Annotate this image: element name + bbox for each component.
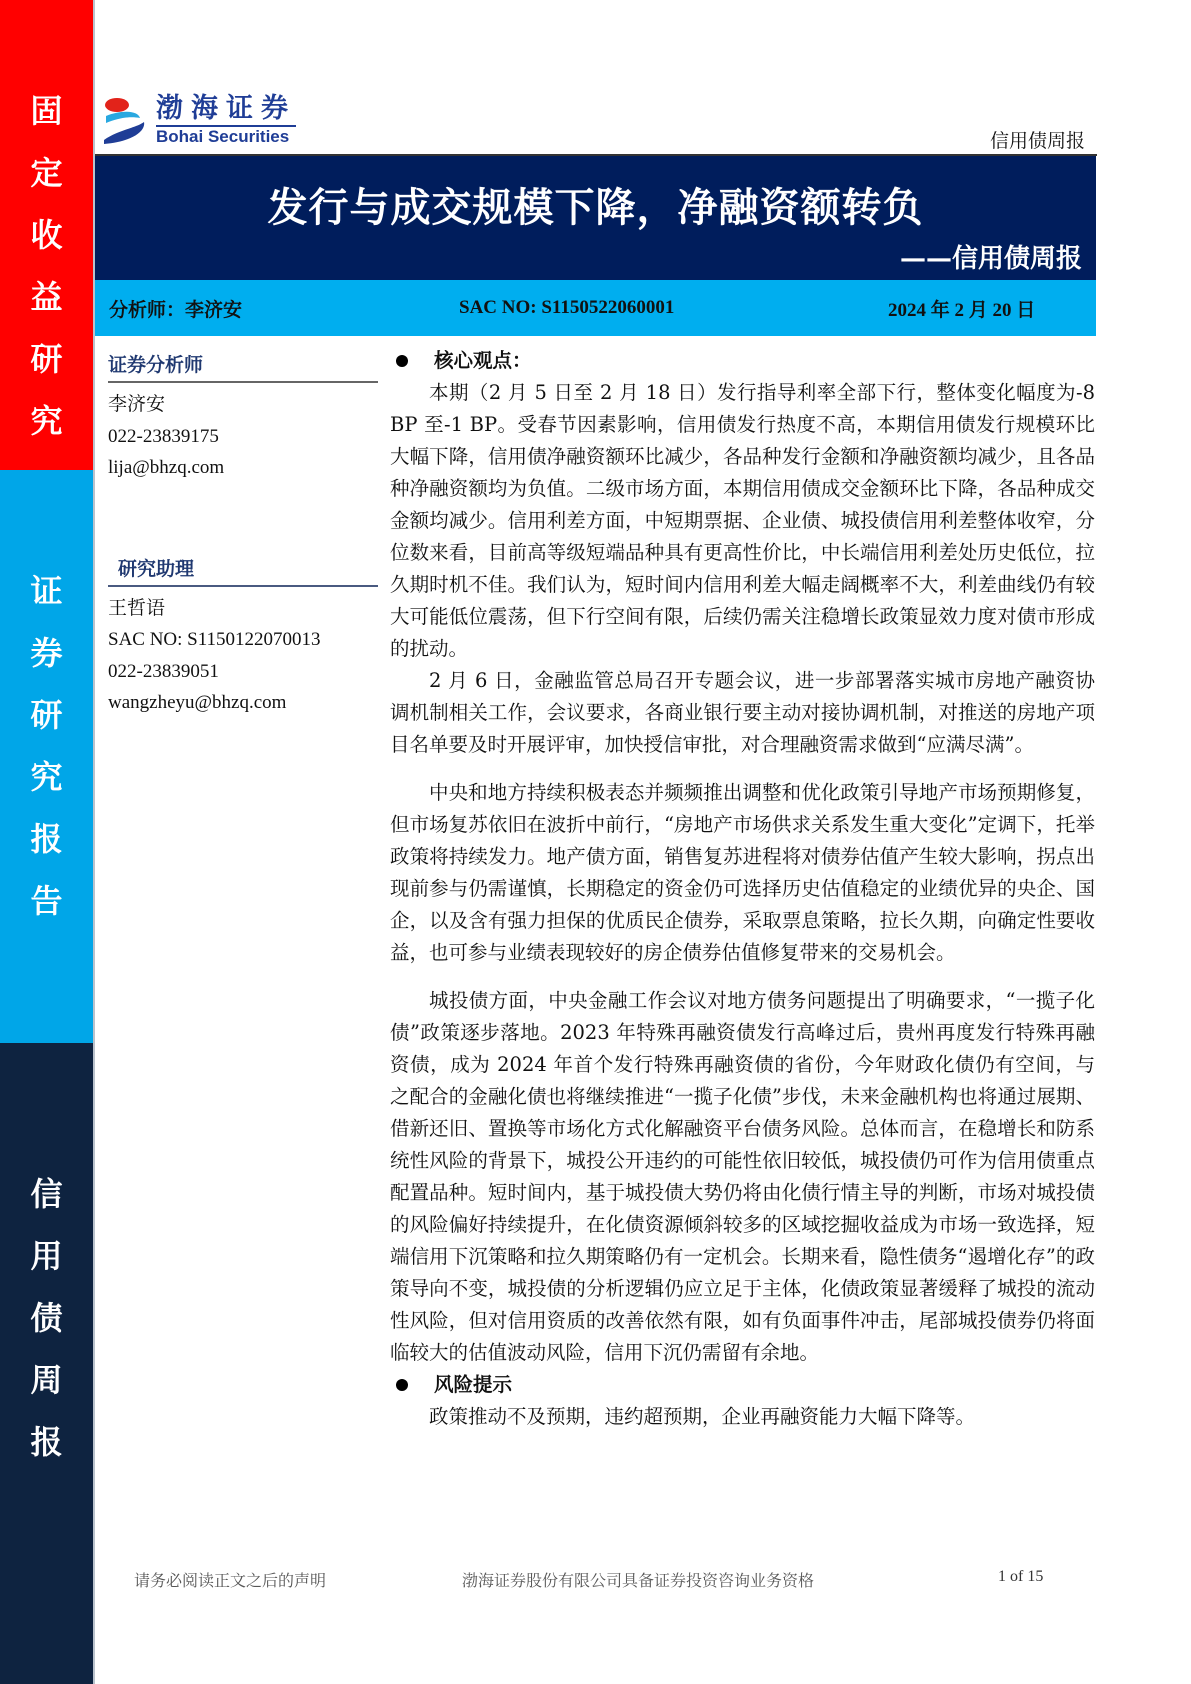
assistant-sac: SAC NO: S1150122070013 (108, 629, 321, 650)
sidebar-char: 券 (30, 634, 63, 672)
paragraph: 2 月 6 日，金融监管总局召开专题会议，进一步部署落实城市房地产融资协调机制相关工作，会议要求，各商业银行要主动对接协调机制，对推送的房地产项目名单要及时开展评审，加快授信审批，对合理融资需求做到“应满尽满”。 (390, 669, 1095, 756)
disclaimer-note: 请务必阅读正文之后的声明 (134, 1571, 327, 1590)
analyst-name: 分析师：李济安 (109, 298, 243, 321)
report-subtitle: ——信用债周报 (899, 244, 1082, 274)
risk-heading (390, 1369, 1095, 1401)
sidebar-section-fixed-income (0, 0, 93, 470)
vertical-sidebar (0, 0, 93, 1684)
paragraph: 中央和地方持续积极表态并频频推出调整和优化政策引导地产市场预期修复，但市场复苏依旧在波折中前行，“房地产市场供求关系发生重大变化”定调下，托举政策将持续发力。地产债方面，销售复苏进程将对债券估值产生较大影响，拐点出现前参与仍需谨慎，长期稳定的资金仍可选择历史估值稳定的业绩优异的央企、国企，以及含有强力担保的优质民企债券，采取票息策略，拉长久期，向确定性要收益，也可参与业绩表现较好的房企债券估值修复带来的交易机会。 (390, 781, 1095, 964)
logo-chinese-name: 渤海证券 (156, 94, 296, 127)
bullet-icon (396, 1379, 408, 1391)
sidebar-char: 报 (30, 820, 63, 858)
paragraph: 城投债方面，中央金融工作会议对地方债务问题提出了明确要求，“一揽子化债”政策逐步落地。2023 年特殊再融资债发行高峰过后，贵州再度发行特殊再融资债，成为 2024 年首个发行特殊再融资债的省份，今年财政化债仍有空间，与之配合的金融化债也将继续推进“一揽子化债”步伐，未来金融机构也将通过展期、借新还旧、置换等市场化方式化解融资平台债务风险。总体而言，在稳增长和防系统性风险的背景下，城投公开违约的可能性依旧较低，城投债仍可作为信用债重点配置品种。短时间内，基于城投债大势仍将由化债行情主导的判断，市场对城投债的风险偏好持续提升，在化债资源倾斜较多的区域挖掘收益成为市场一致选择，短端信用下沉策略和拉久期策略仍有一定机会。长期来看，隐性债务“遏增化存”的政策导向不变，城投债的分析逻辑仍应立足于主体，化债政策显著缓释了城投的流动性风险，但对信用资质的改善依然有限，如有负面事件冲击，尾部城投债券仍将面临较大的估值波动风险，信用下沉仍需留有余地。 (390, 989, 1095, 1364)
analyst-contact-name: 李济安 (108, 394, 166, 415)
report-type-label: 信用债周报 (989, 130, 1085, 152)
analyst-email[interactable]: lija@bhzq.com (108, 457, 225, 478)
sidebar-char: 用 (30, 1237, 63, 1275)
qualification-note: 渤海证券股份有限公司具备证券投资咨询业务资格 (462, 1571, 815, 1590)
sidebar-char: 研 (30, 696, 63, 734)
sidebar-section-research-report (0, 470, 93, 1043)
risk-heading-text: 风险提示 (434, 1373, 513, 1396)
assistant-email[interactable]: wangzheyu@bhzq.com (108, 692, 287, 713)
sidebar-char: 收 (30, 216, 63, 254)
sidebar-char: 究 (30, 758, 63, 796)
risk-text: 政策推动不及预期，违约超预期，企业再融资能力大幅下降等。 (429, 1405, 976, 1428)
title-banner (95, 156, 1096, 280)
bullet-icon (396, 355, 408, 367)
assistant-heading: 研究助理 (108, 554, 378, 587)
page-number: 1 of 15 (998, 1568, 1044, 1585)
info-bar (95, 280, 1096, 336)
sidebar-section-credit-weekly (0, 1043, 93, 1684)
sidebar-char: 益 (30, 278, 63, 316)
sidebar-char: 固 (30, 92, 63, 130)
sidebar-char: 证 (30, 572, 63, 610)
assistant-phone: 022-23839051 (108, 660, 219, 682)
sidebar-char: 定 (30, 154, 63, 192)
sidebar-char: 研 (30, 340, 63, 378)
sidebar-char: 债 (30, 1299, 63, 1337)
paragraph: 本期（2 月 5 日至 2 月 18 日）发行指导利率全部下行，整体变化幅度为-8 BP 至-1 BP。受春节因素影响，信用债发行热度不高，本期信用债发行规模环比大幅下降，信用债净融资额环比减少，各品种发行金额和净融资额均减少，且各品种净融资额均为负值。二级市场方面，本期信用债成交金额环比下降，各品种成交金额均减少。信用利差方面，中短期票据、企业债、城投债信用利差整体收窄，分位数来看，目前高等级短端品种具有更高性价比，中长端信用利差处历史低位，拉久期时机不佳。我们认为，短时间内信用利差大幅走阔概率不大，利差曲线仍有较大可能低位震荡，但下行空间有限，后续仍需关注稳增长政策显效力度对债市形成的扰动。 (390, 381, 1095, 660)
sidebar-char: 究 (30, 402, 63, 440)
company-logo (100, 94, 296, 147)
report-title: 发行与成交规模下降，净融资额转负 (267, 184, 924, 231)
sac-number: SAC NO: S1150522060001 (459, 297, 675, 318)
sidebar-char: 信 (30, 1175, 63, 1213)
sidebar-char: 告 (30, 882, 63, 920)
core-view-heading-text: 核心观点： (434, 349, 532, 372)
analyst-phone: 022-23839175 (108, 425, 219, 447)
core-view-heading (390, 345, 1095, 377)
sidebar-char: 周 (30, 1361, 63, 1399)
sidebar-char: 报 (30, 1423, 63, 1461)
main-content (390, 345, 1095, 1433)
assistant-name: 王哲语 (108, 597, 166, 619)
logo-english-name: Bohai Securities (156, 127, 290, 146)
bohai-logo-icon (100, 96, 150, 146)
analyst-heading: 证券分析师 (108, 350, 378, 383)
contacts-column (108, 350, 378, 719)
report-date: 2024 年 2 月 20 日 (888, 299, 1036, 321)
